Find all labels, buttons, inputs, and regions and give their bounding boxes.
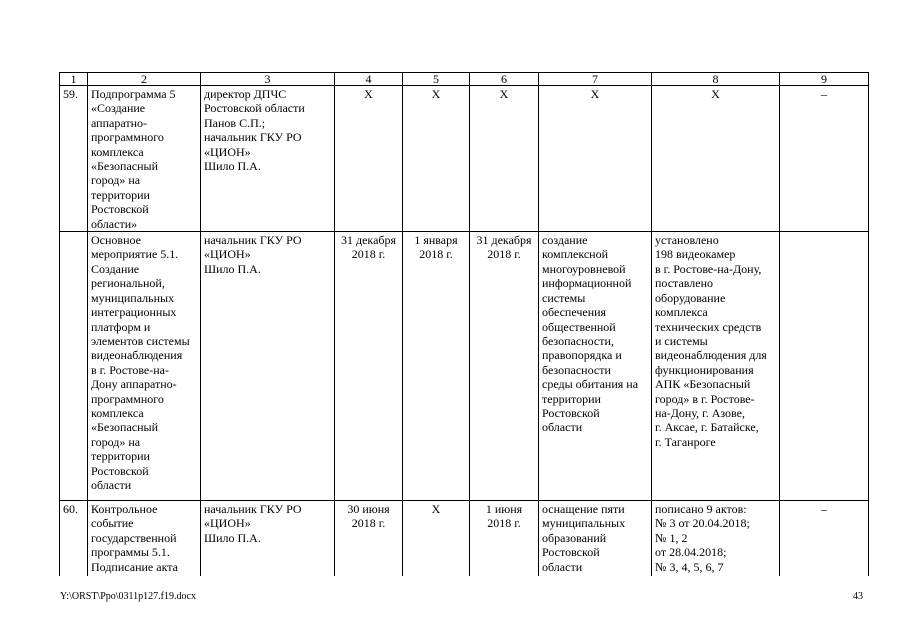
table-row xyxy=(60,501,869,576)
table-row xyxy=(60,232,869,501)
page-number: 43 xyxy=(853,591,863,602)
end-date-cell: 1 июня 2018 г. xyxy=(470,501,539,576)
result-actual-cell: установлено 198 видеокамер в г. Ростове-на-Дону, поставлено оборудование комплекса технических средств и системы видеонаблюдения для функционирования АПК «Безопасный город» в г. Ростове- на-Дону, г. Азове, г. Аксае, г. Батайске, г. Таганроге xyxy=(652,232,780,501)
event-name-cell: Основное мероприятие 5.1. Создание региональной, муниципальных интеграционных платформ и элементов системы видеонаблюдения в г. Ростове-на- Дону аппаратно- программного комплекса «Безопасный город» на территории Ростовской области xyxy=(88,232,201,501)
header-cell: 5 xyxy=(403,73,470,86)
header-cell: 6 xyxy=(470,73,539,86)
notes-cell: – xyxy=(780,86,869,232)
result-actual-cell: пописано 9 актов: № 3 от 20.04.2018; № 1, 2 от 28.04.2018; № 3, 4, 5, 6, 7 xyxy=(652,501,780,576)
start-date-cell: X xyxy=(403,501,470,576)
result-plan-cell: оснащение пяти муниципальных образований Ростовской области xyxy=(539,501,652,576)
header-cell: 3 xyxy=(201,73,335,86)
end-date-cell: X xyxy=(470,86,539,232)
data-table xyxy=(59,72,869,576)
row-number-cell xyxy=(60,232,88,501)
planned-date-cell: X xyxy=(335,86,403,232)
header-cell: 7 xyxy=(539,73,652,86)
result-plan-cell: X xyxy=(539,86,652,232)
start-date-cell: 1 января 2018 г. xyxy=(403,232,470,501)
notes-cell: – xyxy=(780,501,869,576)
notes-cell xyxy=(780,232,869,501)
footer-file-path: Y:\ORST\Ppo\0311p127.f19.docx xyxy=(60,591,196,602)
responsible-cell: начальник ГКУ РО «ЦИОН» Шило П.А. xyxy=(201,501,335,576)
event-name-cell: Контрольное событие государственной программы 5.1. Подписание акта xyxy=(88,501,201,576)
header-cell: 9 xyxy=(780,73,869,86)
result-actual-cell: X xyxy=(652,86,780,232)
result-plan-cell: создание комплексной многоуровневой информационной системы обеспечения общественной безопасности, правопорядка и безопасности среды обитания на территории Ростовской области xyxy=(539,232,652,501)
header-cell: 2 xyxy=(88,73,201,86)
header-cell: 4 xyxy=(335,73,403,86)
event-name-cell: Подпрограмма 5 «Создание аппаратно- программного комплекса «Безопасный город» на территории Ростовской области» xyxy=(88,86,201,232)
planned-date-cell: 31 декабря 2018 г. xyxy=(335,232,403,501)
table-row xyxy=(60,86,869,232)
responsible-cell: начальник ГКУ РО «ЦИОН» Шило П.А. xyxy=(201,232,335,501)
responsible-cell: директор ДПЧС Ростовской области Панов С.П.; начальник ГКУ РО «ЦИОН» Шило П.А. xyxy=(201,86,335,232)
row-number-cell: 59. xyxy=(60,86,88,232)
start-date-cell: X xyxy=(403,86,470,232)
row-number-cell: 60. xyxy=(60,501,88,576)
end-date-cell: 31 декабря 2018 г. xyxy=(470,232,539,501)
table-header-row xyxy=(60,73,869,86)
header-cell: 1 xyxy=(60,73,88,86)
planned-date-cell: 30 июня 2018 г. xyxy=(335,501,403,576)
header-cell: 8 xyxy=(652,73,780,86)
